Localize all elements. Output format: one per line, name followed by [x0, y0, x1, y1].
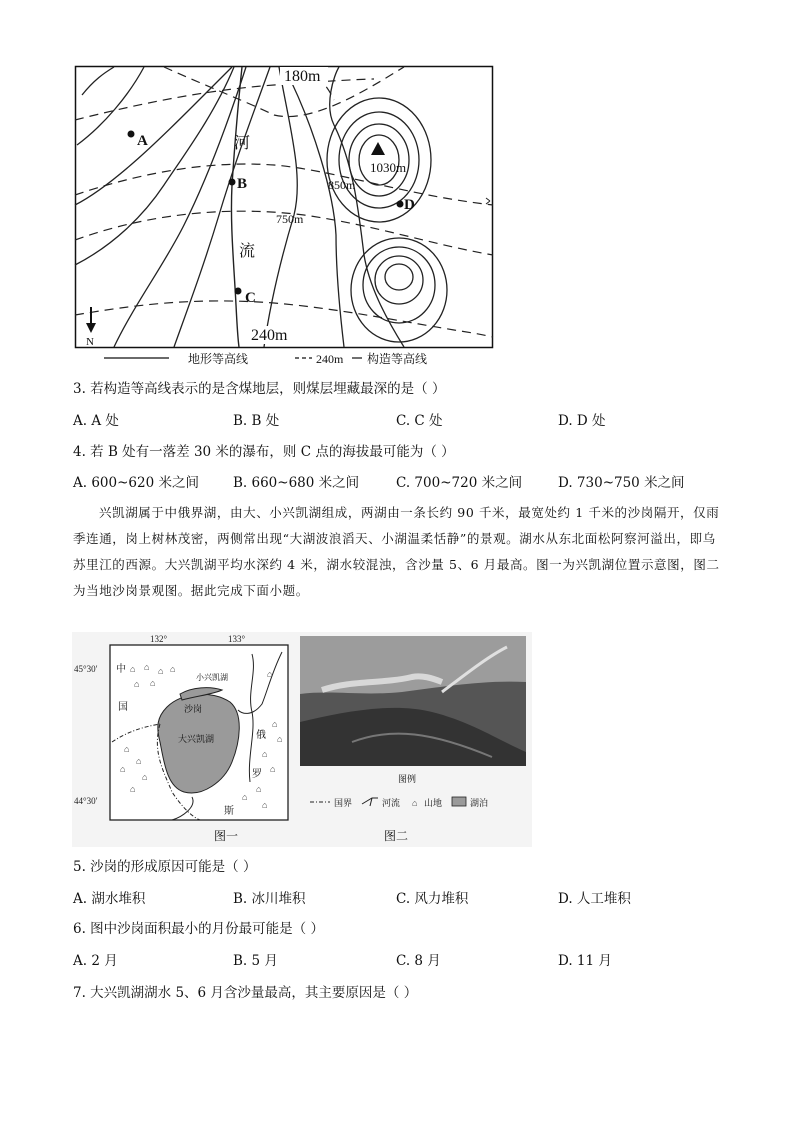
legend-terrain: 地形等高线 — [188, 352, 249, 366]
q6-stem: 6. 图中沙岗面积最小的月份最可能是（ ） — [73, 921, 324, 937]
figure1-map — [72, 632, 292, 847]
svg-text:⌂: ⌂ — [256, 784, 262, 794]
q5-option-a[interactable]: A. 湖水堆积 — [73, 891, 146, 907]
q6-option-d[interactable]: D. 11 月 — [558, 953, 612, 969]
label-luo: 罗 — [252, 769, 262, 780]
lon-133: 133° — [228, 634, 246, 644]
q6-option-b[interactable]: B. 5 月 — [233, 953, 278, 969]
figure-legend — [300, 792, 530, 810]
north-label: N — [86, 336, 94, 348]
hill-contour — [363, 247, 435, 323]
point-b-label: B — [237, 176, 248, 192]
svg-text:⌂: ⌂ — [144, 662, 150, 672]
label-small-lake: 小兴凯湖 — [196, 673, 228, 682]
q7-stem: 7. 大兴凯湖湖水 5、6 月含沙量最高，其主要原因是（ ） — [73, 985, 418, 1001]
q5-option-d[interactable]: D. 人工堆积 — [558, 891, 631, 907]
legend-structure: 构造等高线 — [367, 352, 428, 366]
q3-option-a[interactable]: A. A 处 — [73, 413, 119, 429]
label-240m: 240m — [251, 327, 288, 344]
svg-text:⌂: ⌂ — [130, 784, 136, 794]
svg-text:⌂: ⌂ — [120, 764, 126, 774]
q5-stem: 5. 沙岗的形成原因可能是（ ） — [73, 859, 257, 875]
q4-option-c[interactable]: C. 700~720 米之间 — [396, 475, 523, 491]
reading-passage: 兴凯湖属于中俄界湖，由大、小兴凯湖组成，两湖由一条长约 90 千米，最宽处约 1 千米的沙岗隔开，仅雨季连通，岗上树林茂密，两侧常出现“大湖波浪滔天、小湖温柔恬静”的景观。湖水从东北面松阿察河溢出，即乌苏里江的西源。大兴凯湖平均水深约 4 米，湖水较混浊，含沙量 5、6 月最高。图一为兴凯湖位置示意图，图二为当地沙岗景观图。据此完成下面小题。 — [73, 505, 720, 598]
fig1-caption: 图一 — [214, 829, 239, 843]
svg-text:⌂: ⌂ — [150, 678, 156, 688]
terrain-contour — [82, 67, 114, 95]
q4-stem: 4. 若 B 处有一落差 30 米的瀑布，则 C 点的海拔最可能为（ ） — [73, 444, 455, 460]
q3-stem: 3. 若构造等高线表示的是含煤地层，则煤层埋藏最深的是（ ） — [73, 381, 446, 397]
q5-option-b[interactable]: B. 冰川堆积 — [233, 891, 306, 907]
lat-45-30: 45°30′ — [74, 664, 98, 674]
river-label-he: 河 — [234, 135, 251, 152]
q3-option-c[interactable]: C. C 处 — [396, 413, 443, 429]
svg-text:⌂: ⌂ — [170, 664, 176, 674]
point-d-label: D — [404, 197, 415, 213]
svg-text:⌂: ⌂ — [262, 749, 268, 759]
svg-text:⌂: ⌂ — [242, 792, 248, 802]
label-e: 俄 — [256, 730, 266, 741]
point-b-dot — [229, 179, 236, 186]
label-guo: 国 — [118, 702, 128, 713]
mountain-icon: ⌂ — [130, 664, 136, 674]
q4-option-d[interactable]: D. 730~750 米之间 — [558, 475, 685, 491]
q3-option-b[interactable]: B. B 处 — [233, 413, 280, 429]
legend-lake: 湖泊 — [470, 798, 489, 808]
legend-border: 国界 — [334, 798, 353, 808]
contour-map — [74, 65, 495, 375]
label-850m: 850m — [328, 178, 356, 192]
svg-text:⌂: ⌂ — [277, 734, 283, 744]
peak-icon — [371, 142, 385, 155]
label-180m: 180m — [284, 68, 321, 85]
label-750m: 750m — [276, 212, 304, 226]
q4-option-a[interactable]: A. 600~620 米之间 — [73, 475, 199, 491]
hill-contour — [375, 256, 423, 304]
fig2-caption: 图二 — [384, 829, 409, 843]
river — [231, 67, 242, 347]
lat-44-30: 44°30′ — [74, 796, 98, 806]
hill-contour — [385, 264, 413, 290]
arrow-icon — [486, 198, 490, 204]
legend-structure-value: 240m — [316, 352, 344, 366]
svg-text:⌂: ⌂ — [272, 719, 278, 729]
svg-text:⌂: ⌂ — [270, 764, 276, 774]
river-icon — [362, 798, 378, 806]
label-si: 斯 — [224, 806, 234, 817]
structure-contour — [75, 79, 374, 120]
lon-132: 132° — [150, 634, 168, 644]
svg-text:⌂: ⌂ — [124, 744, 130, 754]
svg-text:⌂: ⌂ — [134, 679, 140, 689]
label-big-lake: 大兴凯湖 — [178, 734, 215, 744]
label-1030m: 1030m — [370, 160, 407, 175]
mountain-icon: ⌂ — [412, 798, 418, 808]
q4-option-b[interactable]: B. 660~680 米之间 — [233, 475, 360, 491]
svg-text:⌂: ⌂ — [267, 669, 273, 679]
label-zhong: 中 — [116, 664, 126, 675]
q6-option-a[interactable]: A. 2 月 — [73, 953, 118, 969]
q6-option-c[interactable]: C. 8 月 — [396, 953, 441, 969]
terrain-contour — [75, 67, 232, 205]
terrain-contour — [114, 67, 246, 347]
point-c-dot — [235, 288, 242, 295]
legend-title: 图例 — [398, 774, 417, 784]
point-a-dot — [128, 131, 135, 138]
q5-option-c[interactable]: C. 风力堆积 — [396, 891, 469, 907]
figure2-photo — [292, 632, 532, 847]
river-label-liu: 流 — [239, 243, 256, 260]
point-d-dot — [397, 201, 404, 208]
q3-option-d[interactable]: D. D 处 — [558, 413, 606, 429]
svg-text:⌂: ⌂ — [262, 800, 268, 810]
terrain-contour — [330, 67, 407, 347]
point-c-label: C — [245, 290, 256, 306]
legend-river: 河流 — [382, 798, 401, 808]
svg-text:⌂: ⌂ — [136, 756, 142, 766]
terrain-contour — [284, 67, 344, 347]
svg-text:⌂: ⌂ — [142, 772, 148, 782]
legend-mountain: 山地 — [424, 798, 443, 808]
label-sandbar: 沙岗 — [184, 704, 203, 714]
point-a-label: A — [137, 133, 148, 149]
svg-text:⌂: ⌂ — [158, 666, 164, 676]
lake-icon — [452, 797, 466, 806]
